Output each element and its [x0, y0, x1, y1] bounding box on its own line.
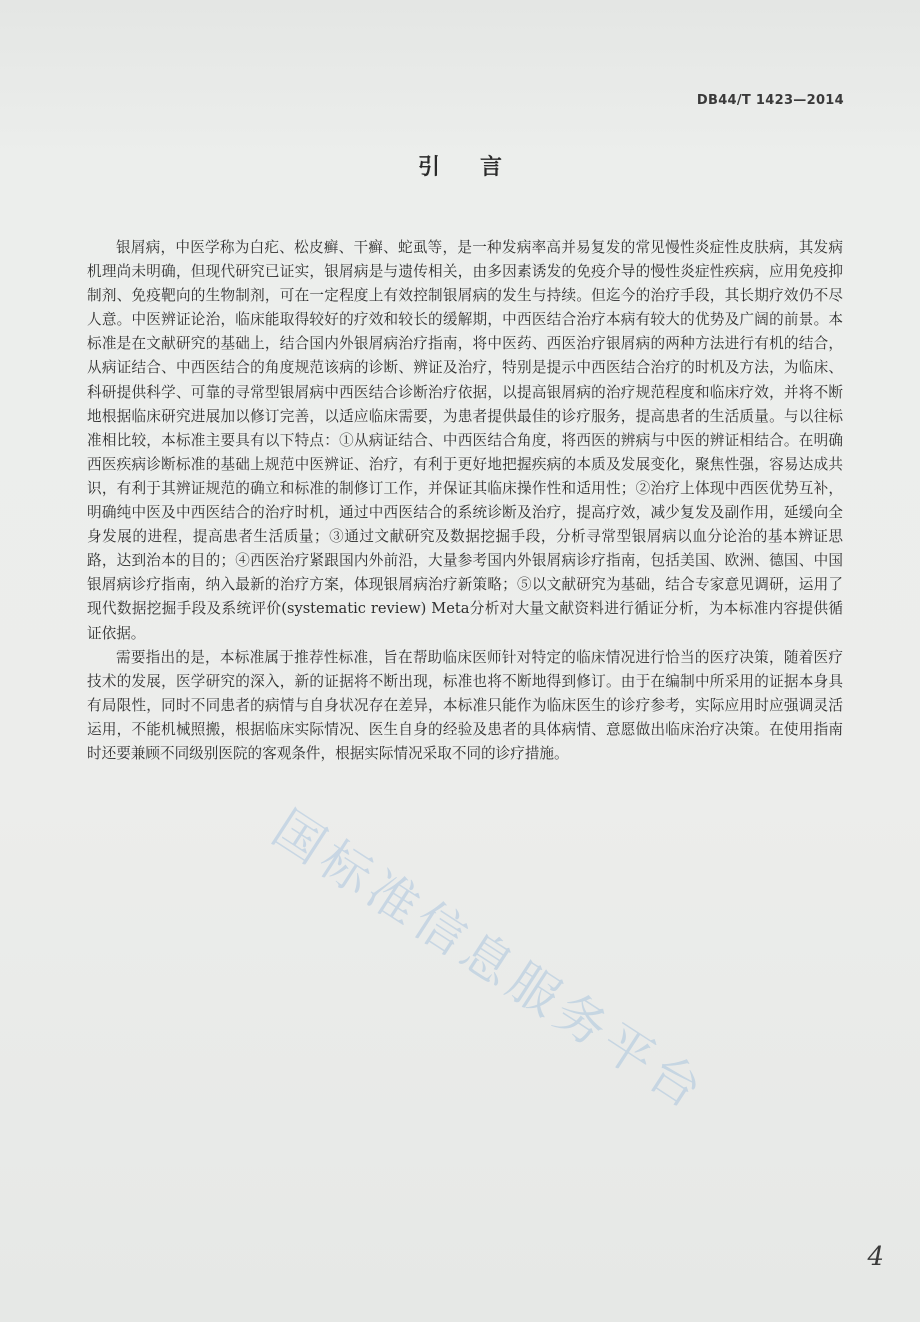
introduction-body	[87, 236, 843, 766]
page-title: 引言	[417, 154, 542, 180]
watermark: 国标准信息服务平台	[262, 799, 717, 1123]
paragraph-1: 银屑病，中医学称为白疕、松皮癣、干癣、蛇虱等，是一种发病率高并易复发的常见慢性炎症性皮肤病，其发病机理尚未明确，但现代研究已证实，银屑病是与遗传相关，由多因素诱发的免疫介导的慢性炎症性疾病，应用免疫抑制剂、免疫靶向的生物制剂，可在一定程度上有效控制银屑病的发生与持续。但迄今的治疗手段，其长期疗效仍不尽人意。中医辨证论治，临床能取得较好的疗效和较长的缓解期，中西医结合治疗本病有较大的优势及广阔的前景。本标准是在文献研究的基础上，结合国内外银屑病治疗指南，将中医药、西医治疗银屑病的两种方法进行有机的结合，从病证结合、中西医结合的角度规范该病的诊断、辨证及治疗，特别是提示中西医结合治疗的时机及方法，为临床、科研提供科学、可靠的寻常型银屑病中西医结合诊断治疗依据，以提高银屑病的治疗规范程度和临床疗效，并将不断地根据临床研究进展加以修订完善，以适应临床需要，为患者提供最佳的诊疗服务，提高患者的生活质量。与以往标准相比较，本标准主要具有以下特点：①从病证结合、中西医结合角度，将西医的辨病与中医的辨证相结合。在明确西医疾病诊断标准的基础上规范中医辨证、治疗，有利于更好地把握疾病的本质及发展变化，聚焦性强，容易达成共识，有利于其辨证规范的确立和标准的制修订工作，并保证其临床操作性和适用性；②治疗上体现中西医优势互补，明确纯中医及中西医结合的治疗时机，通过中西医结合的系统诊断及治疗，提高疗效，减少复发及副作用，延缓向全身发展的进程，提高患者生活质量；③通过文献研究及数据挖掘手段，分析寻常型银屑病以血分论治的基本辨证思路，达到治本的目的；④西医治疗紧跟国内外前沿，大量参考国内外银屑病诊疗指南，包括美国、欧洲、德国、中国银屑病诊疗指南，纳入最新的治疗方案，体现银屑病治疗新策略；⑤以文献研究为基础，结合专家意见调研，运用了现代数据挖掘手段及系统评价(systematic review) Meta分析对大量文献资料进行循证分析，为本标准内容提供循证依据。	[87, 239, 843, 642]
standard-code: DB44/T 1423—2014	[696, 93, 844, 108]
paragraph-2: 需要指出的是，本标准属于推荐性标准，旨在帮助临床医师针对特定的临床情况进行恰当的医疗决策，随着医疗技术的发展，医学研究的深入，新的证据将不断出现，标准也将不断地得到修订。由于在编制中所采用的证据本身具有局限性，同时不同患者的病情与自身状况存在差异，本标准只能作为临床医生的诊疗参考，实际应用时应强调灵活运用，不能机械照搬，根据临床实际情况、医生自身的经验及患者的具体病情、意愿做出临床治疗决策。在使用指南时还要兼顾不同级别医院的客观条件，根据实际情况采取不同的诊疗措施。	[87, 648, 843, 762]
page-number: 4	[867, 1242, 884, 1272]
